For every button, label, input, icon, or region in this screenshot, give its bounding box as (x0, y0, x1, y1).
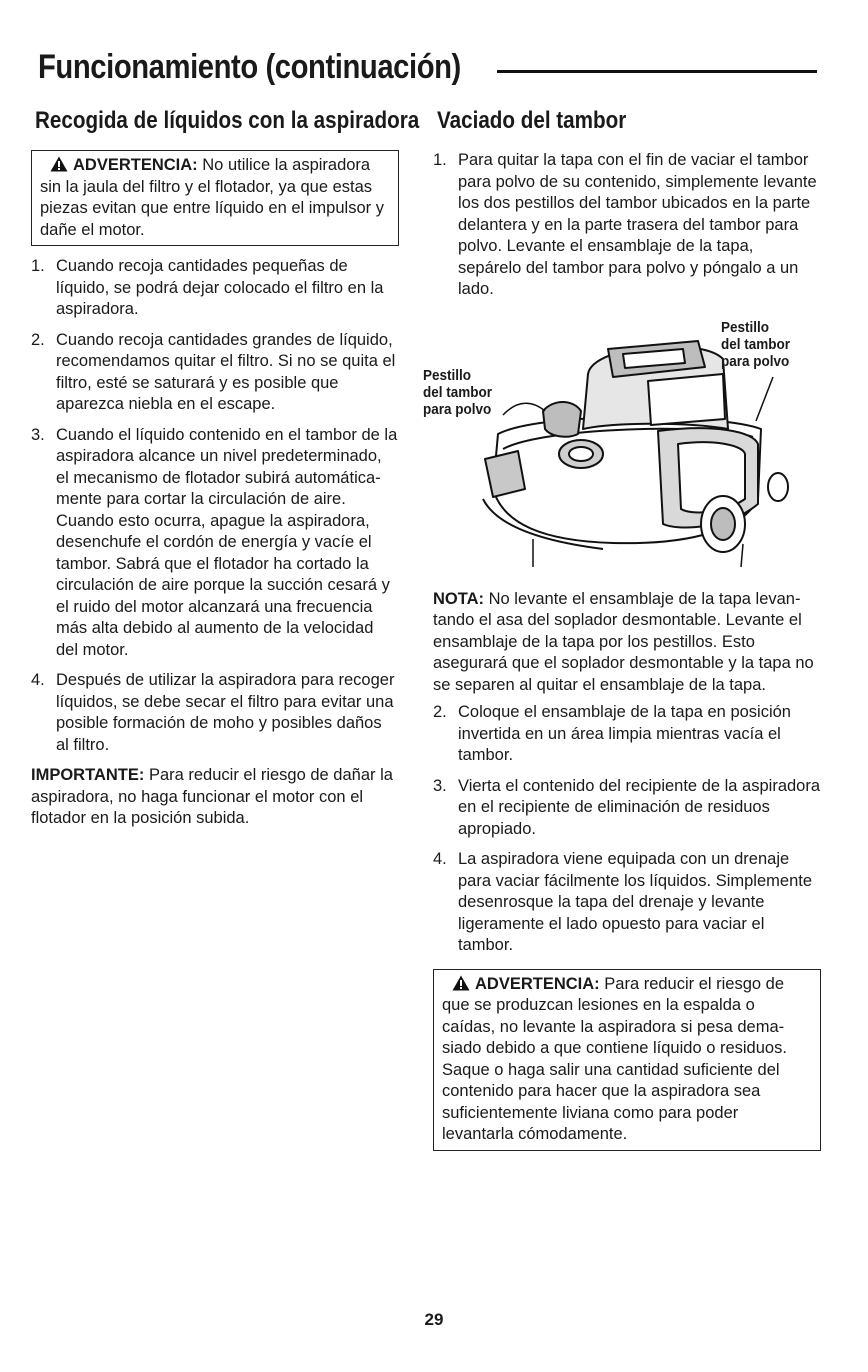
emptying-steps-list (433, 702, 821, 957)
list-item (433, 849, 821, 957)
callout-left-line: para polvo (423, 400, 492, 418)
step-number: 4. (31, 671, 45, 689)
section-heading-emptying: Vaciado del tambor (437, 107, 627, 134)
callout-left-line: Pestillo (423, 366, 472, 384)
list-item (433, 702, 821, 767)
title-rule (497, 70, 817, 73)
warning-triangle-icon (50, 156, 68, 172)
step-text: Cuando recoja cantidades pequeñas de líquido, se podrá dejar colocado el filtro en la aspiradora. (56, 257, 384, 318)
warning-box-lifting (433, 969, 821, 1151)
step-number: 3. (31, 425, 45, 444)
important-note (31, 765, 399, 830)
warning-label: ADVERTENCIA: (73, 156, 198, 174)
step-text: Para quitar la tapa con el fin de vaciar el tambor para polvo de su contenido, simplemente levante los dos pestillos del tambor ubicados en la parte delantera y en la parte trasera del tambor para polvo. Levante el ensamblaje de la tapa, sepárelo del tambor para polvo y póngalo a un lado. (458, 151, 817, 298)
step-number: 2. (433, 703, 447, 721)
step-text: Cuando recoja cantidades grandes de líquido, recomendamos quitar el filtro. Si no se quita el filtro, esté se saturará y es posible que aparezca niebla en el escape. (56, 330, 396, 413)
warning-triangle-icon (452, 975, 470, 991)
list-item (31, 256, 399, 321)
step-text: Cuando el líquido contenido en el tambor de la aspiradora alcance un nivel predeterminado, el mecanismo de flotador subirá automática-mente para cortar la circulación de aire. Cuando esto ocurra, apague la aspiradora, desenchufe el cordón de energía y vacíe el tambor. Sabrá que el flotador ha cortado la circulación de aire porque la succión cesará y el ruido del motor alcanzará una frecuencia más alta debido al aumento de la velocidad del motor. (56, 425, 398, 659)
note-label: NOTA: (433, 589, 485, 608)
warning-text: Para reducir el riesgo de que se produzcan lesiones en la espalda o caídas, no levante la aspiradora si pesa dema-siado debido a que contiene líquido o residuos. Saque o haga salir una cantidad suficiente del contenido para hacer que la aspiradora sea suficientemente liviana como para poder levantarla cómodamente. (442, 974, 787, 1143)
liquids-steps-list (31, 256, 399, 756)
important-label: IMPORTANTE: (31, 766, 145, 784)
step-number: 3. (433, 776, 447, 795)
list-item (433, 776, 821, 841)
right-column (423, 106, 821, 1161)
page-title: Funcionamiento (continuación) (38, 48, 461, 86)
step-text: La aspiradora viene equipada con un drenaje para vaciar fácilmente los líquidos. Simplemente desenrosque la tapa del drenaje y levante ligeramente el lado opuesto para vaciar el tambor. (458, 850, 813, 954)
callout-right-line: Pestillo (721, 318, 770, 336)
step-text: Vierta el contenido del recipiente de la aspiradora en el recipiente de eliminación de residuos apropiado. (458, 776, 821, 838)
section-heading-liquids: Recogida de líquidos con la aspiradora (35, 107, 420, 134)
note-paragraph (433, 589, 821, 697)
step-number: 1. (31, 257, 45, 275)
warning-box-filter (31, 150, 399, 246)
step-text: Coloque el ensamblaje de la tapa en posición invertida en un área limpia mientras vacía el tambor. (458, 703, 791, 764)
step-number: 2. (31, 330, 45, 349)
warning-text: No utilice la aspiradora sin la jaula del filtro y el flotador, ya que estas piezas evitan que entre líquido en el impulsor y dañe el motor. (40, 156, 384, 239)
note-text: No levante el ensamblaje de la tapa levan-tando el asa del soplador desmontable. Levante el ensamblaje de la tapa por los pestillos. Esto asegurará que el soplador desmontable y la tapa no se separen al quitar el ensamblaje de la tapa. (433, 589, 814, 694)
step-number: 1. (433, 151, 447, 169)
vacuum-illustration (423, 319, 823, 569)
important-text: Para reducir el riesgo de dañar la aspiradora, no haga funcionar el motor con el flotador en la posición subida. (31, 766, 393, 827)
step-text: Después de utilizar la aspiradora para recoger líquidos, se debe secar el filtro para evitar una posible formación de moho y posibles daños al filtro. (56, 671, 395, 754)
emptying-step-1 (433, 150, 821, 301)
page-number: 29 (424, 1310, 444, 1329)
left-column (31, 106, 420, 836)
list-item (31, 330, 399, 416)
callout-right-line: del tambor (721, 335, 791, 353)
callout-right (721, 319, 790, 370)
callout-right-line: para polvo (721, 352, 790, 370)
list-item (31, 425, 399, 662)
list-item (31, 670, 399, 756)
warning-label: ADVERTENCIA: (475, 974, 600, 993)
list-item (433, 150, 821, 301)
callout-left-line: del tambor (423, 383, 493, 401)
step-number: 4. (433, 850, 447, 868)
callout-left (423, 367, 492, 418)
